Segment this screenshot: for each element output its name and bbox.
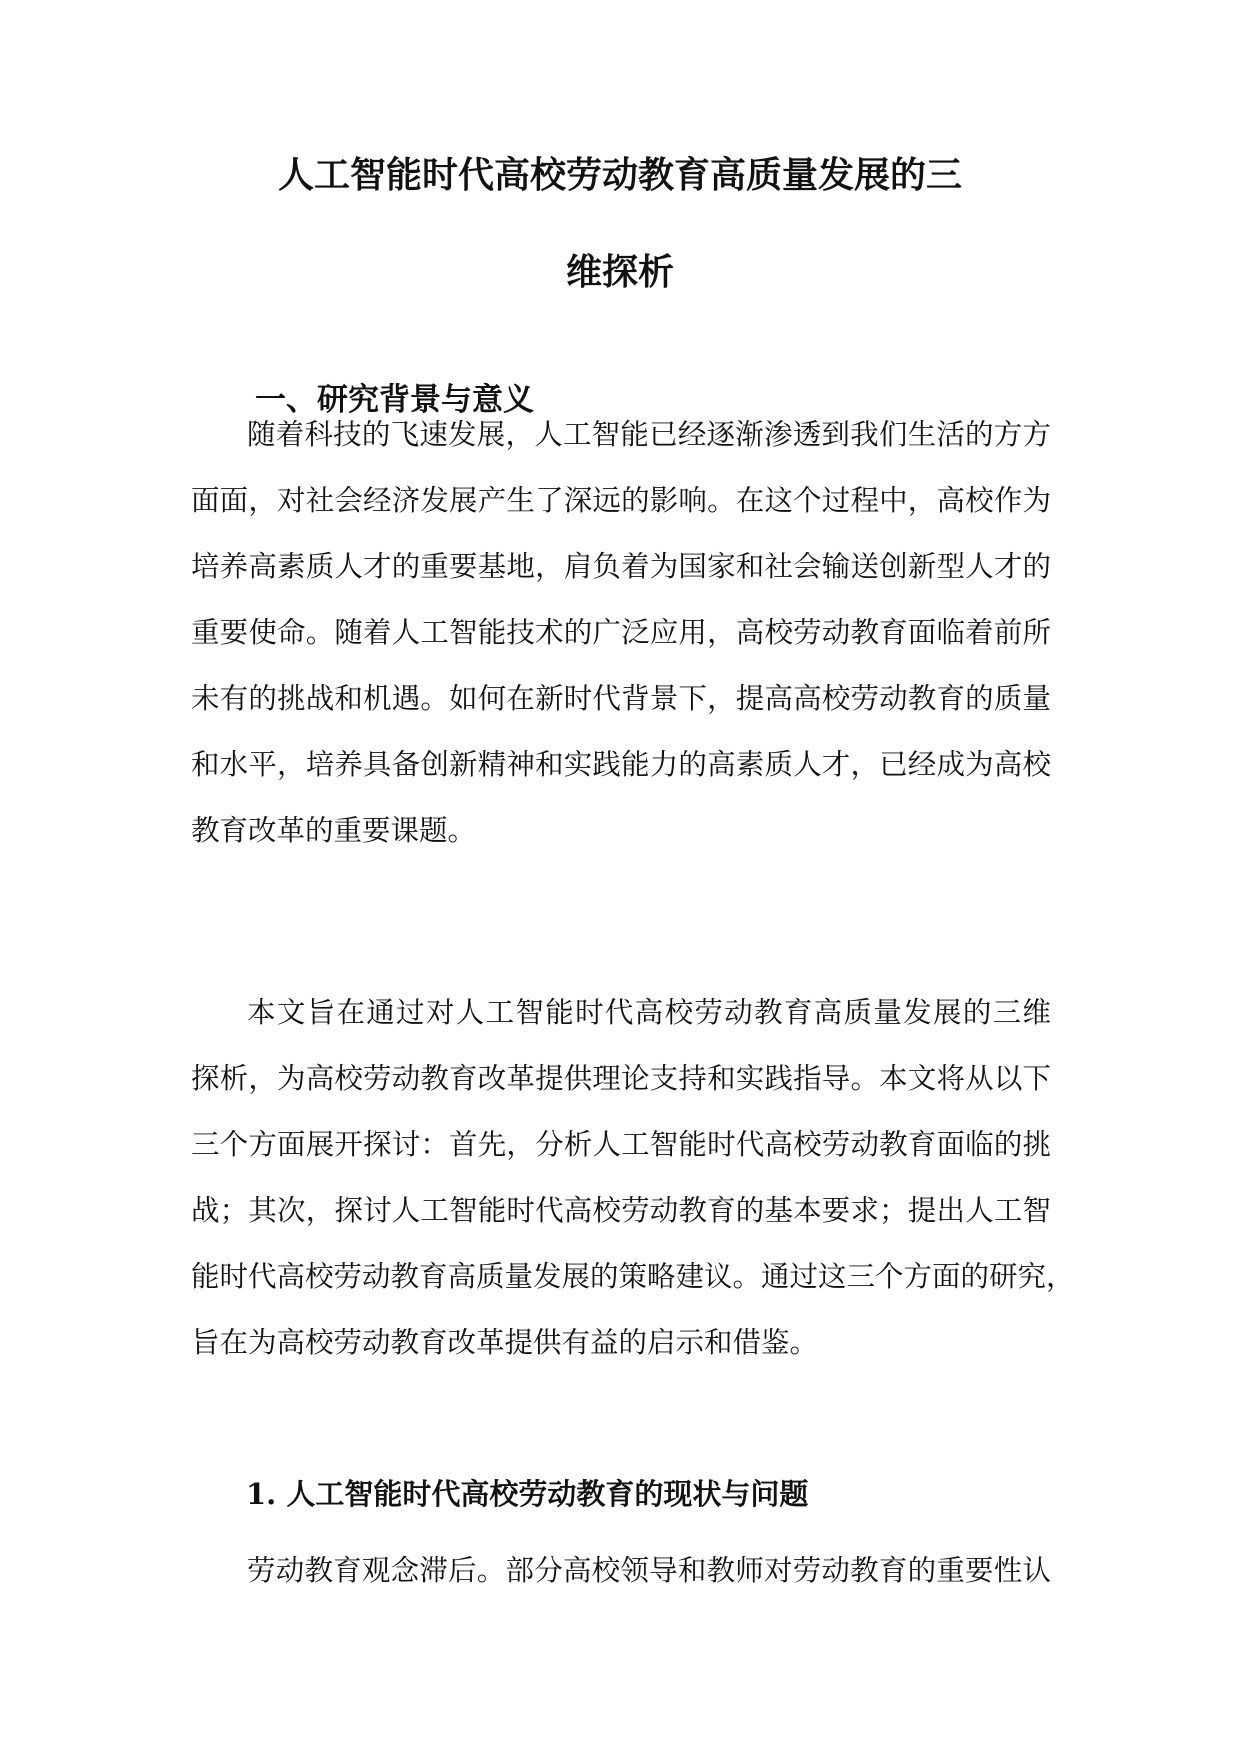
subsection-heading-status-and-problems: 1. 人工智能时代高校劳动教育的现状与问题 [246, 1477, 809, 1511]
paragraph-1-line-1: 随着科技的飞速发展，人工智能已经逐渐渗透到我们生活的方方 [247, 418, 1051, 451]
paragraph-3-line-1: 劳动教育观念滞后。部分高校领导和教师对劳动教育的重要性认 [247, 1554, 1051, 1587]
paragraph-1-line-2: 面面，对社会经济发展产生了深远的影响。在这个过程中，高校作为 [191, 484, 1051, 517]
section-heading-research-background: 一、研究背景与意义 [255, 382, 534, 418]
paragraph-1-line-3: 培养高素质人才的重要基地，肩负着为国家和社会输送创新型人才的 [191, 550, 1051, 583]
paragraph-1-line-7: 教育改革的重要课题。 [191, 814, 477, 847]
paragraph-2-line-6: 旨在为高校劳动教育改革提供有益的启示和借鉴。 [191, 1326, 819, 1359]
paragraph-2-line-3: 三个方面展开探讨：首先，分析人工智能时代高校劳动教育面临的挑 [191, 1128, 1051, 1161]
document-title-line-1: 人工智能时代高校劳动教育高质量发展的三 [277, 154, 962, 196]
paragraph-1-line-6: 和水平，培养具备创新精神和实践能力的高素质人才，已经成为高校 [191, 748, 1051, 781]
paragraph-1-line-4: 重要使命。随着人工智能技术的广泛应用，高校劳动教育面临着前所 [191, 616, 1051, 649]
paragraph-2-line-1: 本文旨在通过对人工智能时代高校劳动教育高质量发展的三维 [247, 996, 1051, 1029]
paragraph-2-line-4: 战；其次，探讨人工智能时代高校劳动教育的基本要求；提出人工智 [191, 1194, 1051, 1227]
paragraph-2-line-5: 能时代高校劳动教育高质量发展的策略建议。通过这三个方面的研究， [191, 1260, 1075, 1293]
paragraph-2-line-2: 探析，为高校劳动教育改革提供理论支持和实践指导。本文将从以下 [191, 1062, 1051, 1095]
paragraph-1-line-5: 未有的挑战和机遇。如何在新时代背景下，提高高校劳动教育的质量 [191, 682, 1051, 715]
document-title-line-2: 维探析 [565, 251, 674, 293]
